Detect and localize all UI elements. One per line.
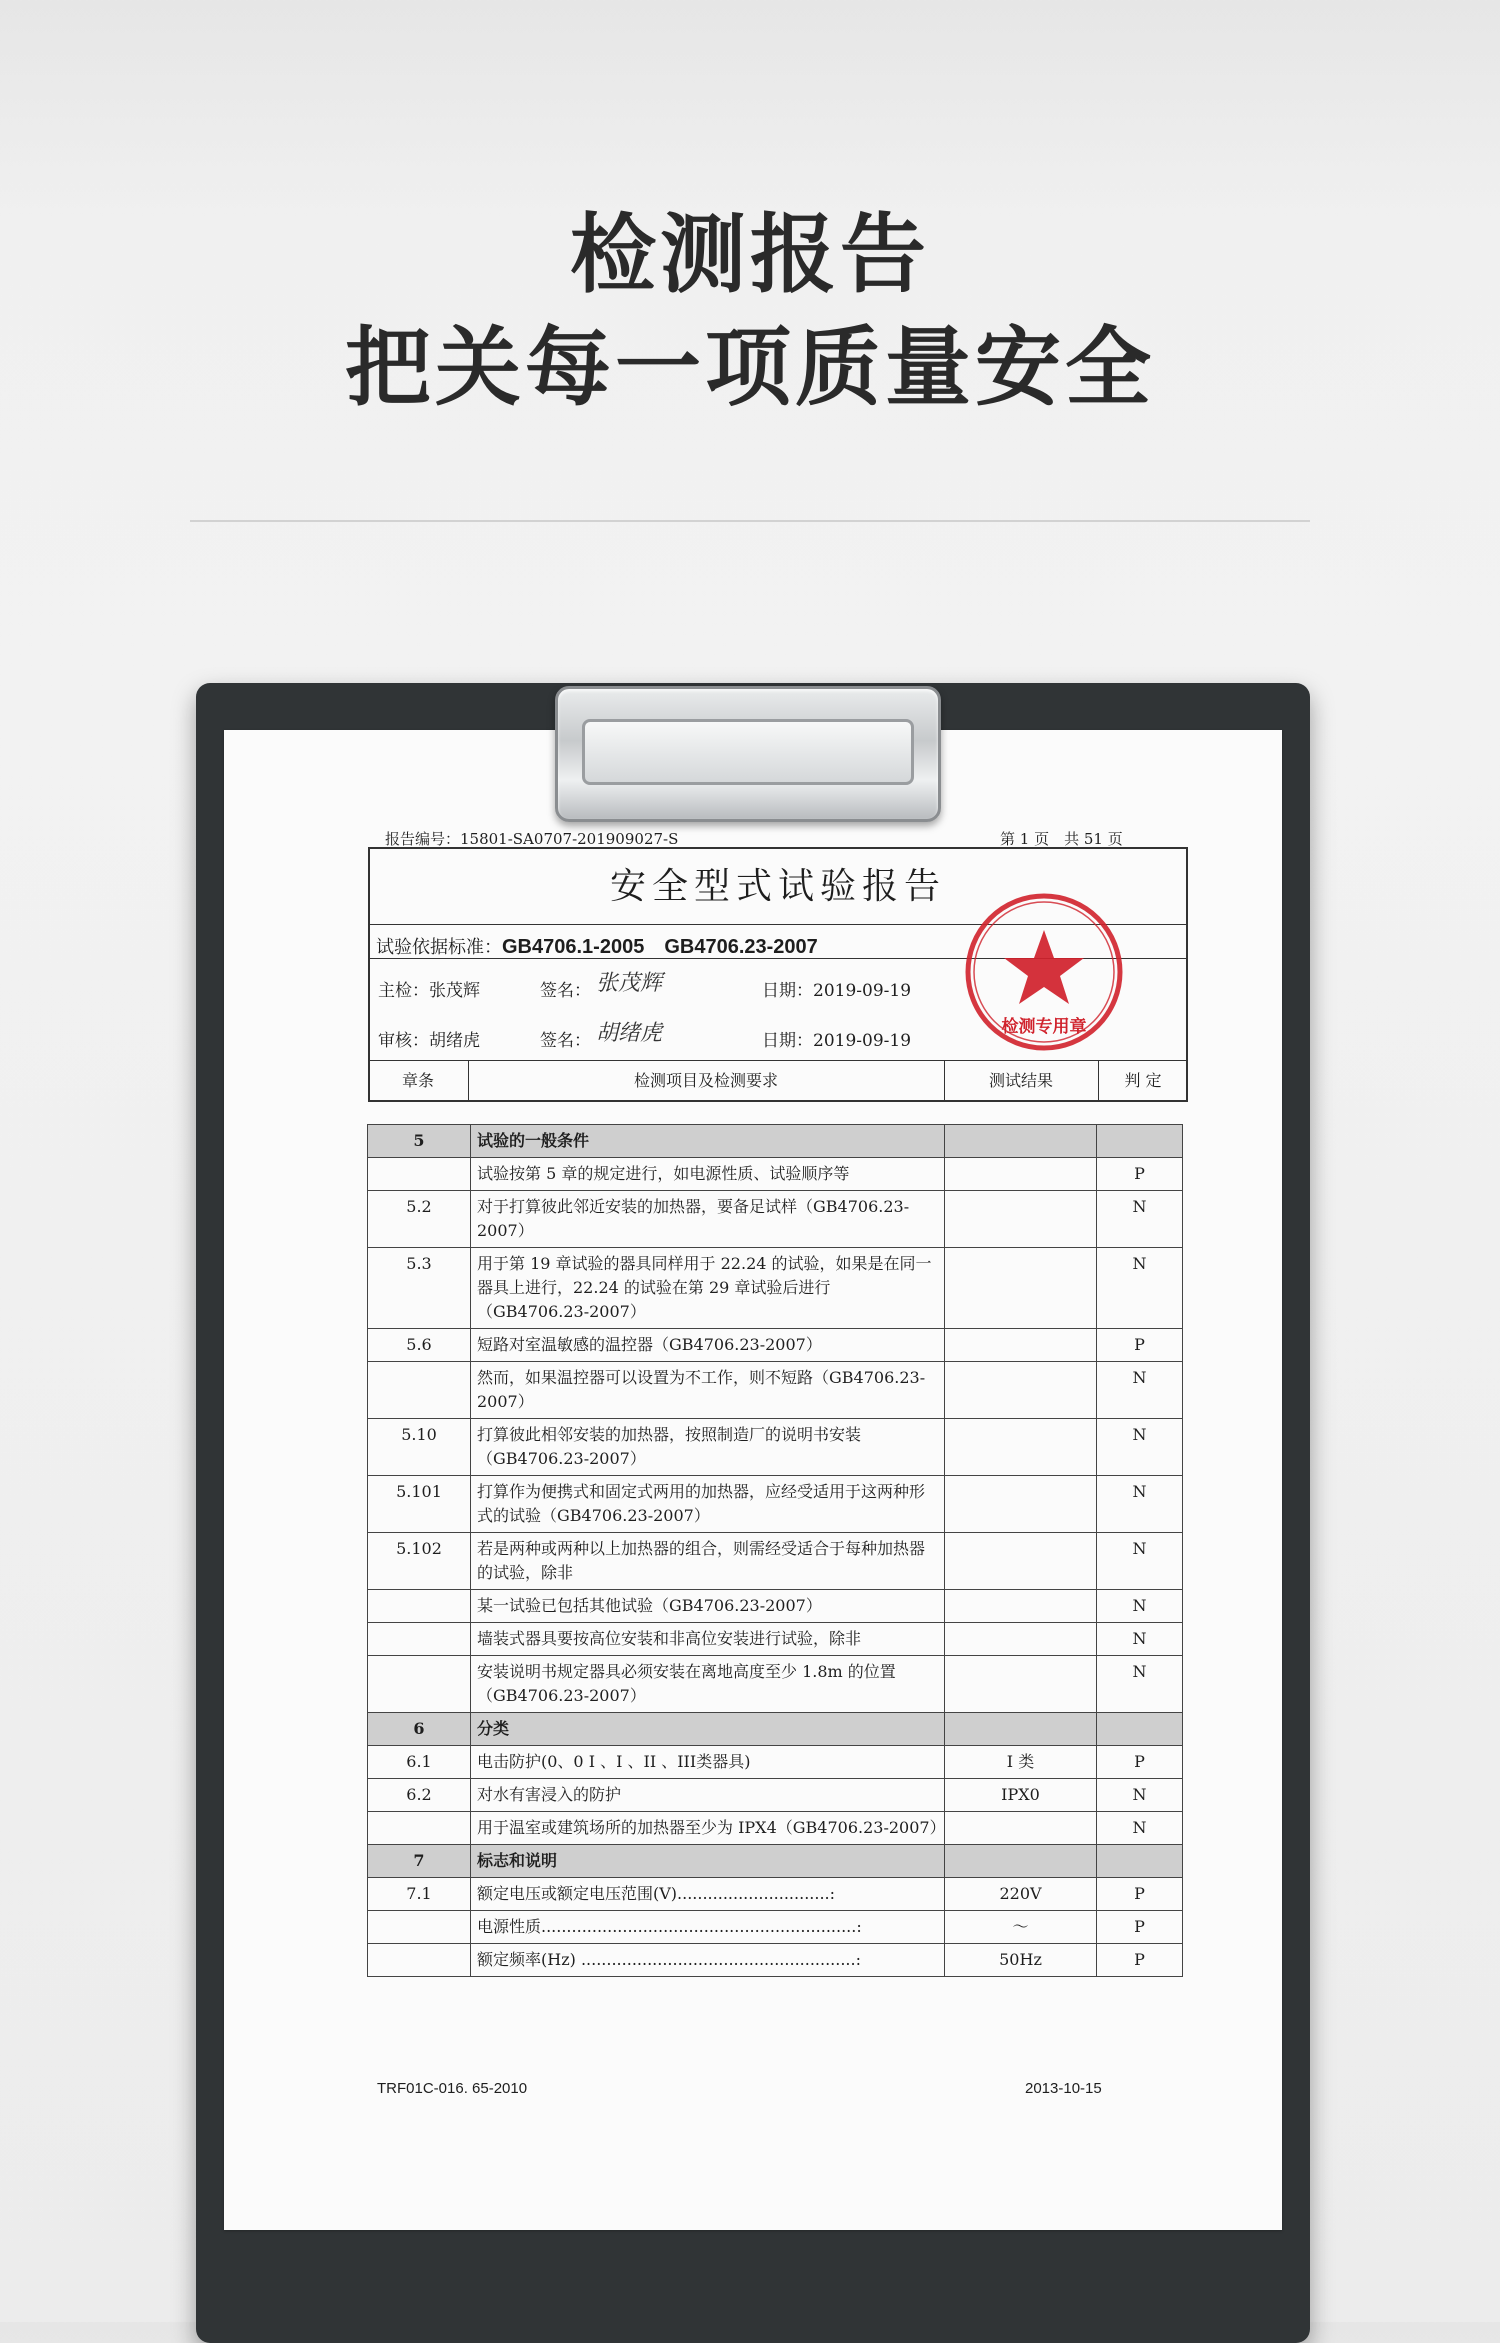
result-cell: 220V	[945, 1878, 1097, 1911]
item-cell: 打算彼此相邻安装的加热器，按照制造厂的说明书安装（GB4706.23-2007）	[471, 1419, 945, 1476]
verdict-cell: N	[1097, 1590, 1183, 1623]
table-row	[368, 1944, 1183, 1977]
verdict-cell: P	[1097, 1746, 1183, 1779]
basis-value: GB4706.1-2005 GB4706.23-2007	[502, 936, 818, 958]
clause-cell	[368, 1656, 471, 1713]
clause-cell: 6.1	[368, 1746, 471, 1779]
col-header-verdict: 判 定	[1124, 1071, 1162, 1090]
item-cell: 标志和说明	[471, 1845, 945, 1878]
item-cell: 用于温室或建筑场所的加热器至少为 IPX4（GB4706.23-2007）	[471, 1812, 945, 1845]
verdict-cell: N	[1097, 1779, 1183, 1812]
table-row	[368, 1476, 1183, 1533]
inspector-label: 主检：张茂辉	[378, 981, 480, 1001]
reviewer-label: 审核：胡绪虎	[378, 1031, 480, 1051]
inspector-sign-label: 签名：	[540, 981, 591, 1001]
item-cell: 试验按第 5 章的规定进行，如电源性质、试验顺序等	[471, 1158, 945, 1191]
table-row	[368, 1533, 1183, 1590]
item-cell: 对于打算彼此邻近安装的加热器，要备足试样（GB4706.23-2007）	[471, 1191, 945, 1248]
table-row	[368, 1623, 1183, 1656]
verdict-cell: N	[1097, 1656, 1183, 1713]
section-row	[368, 1125, 1183, 1158]
table-row	[368, 1248, 1183, 1329]
table-row	[368, 1911, 1183, 1944]
clause-cell: 7.1	[368, 1878, 471, 1911]
inspector-date: 日期：2019-09-19	[762, 981, 912, 1001]
result-cell	[945, 1812, 1097, 1845]
table-row	[368, 1329, 1183, 1362]
verdict-cell: P	[1097, 1329, 1183, 1362]
result-cell	[945, 1845, 1097, 1878]
reviewer-date: 日期：2019-09-19	[762, 1031, 912, 1051]
result-cell	[945, 1590, 1097, 1623]
clause-cell: 5.2	[368, 1191, 471, 1248]
col-header-item: 检测项目及检测要求	[633, 1071, 778, 1090]
clause-cell: 5.6	[368, 1329, 471, 1362]
verdict-cell: N	[1097, 1191, 1183, 1248]
clause-cell: 7	[368, 1845, 471, 1878]
header-line	[368, 1060, 1188, 1061]
item-cell: 对水有害浸入的防护	[471, 1779, 945, 1812]
page-info: 第 1 页 共 51 页	[1000, 830, 1123, 848]
item-cell: 电源性质..............................................................:	[471, 1911, 945, 1944]
result-cell	[945, 1191, 1097, 1248]
result-cell	[945, 1248, 1097, 1329]
table-row	[368, 1362, 1183, 1419]
clause-cell: 5.10	[368, 1419, 471, 1476]
item-cell: 打算作为便携式和固定式两用的加热器，应经受适用于这两种形式的试验（GB4706.23-2007）	[471, 1476, 945, 1533]
banner-title: 检测报告	[570, 205, 930, 305]
section-row	[368, 1713, 1183, 1746]
reviewer-sign-label: 签名：	[540, 1031, 591, 1051]
table-row	[368, 1419, 1183, 1476]
table-row	[368, 1158, 1183, 1191]
verdict-cell	[1097, 1713, 1183, 1746]
verdict-cell: N	[1097, 1419, 1183, 1476]
clause-cell: 6.2	[368, 1779, 471, 1812]
item-cell: 安装说明书规定器具必须安装在离地高度至少 1.8m 的位置（GB4706.23-2007）	[471, 1656, 945, 1713]
clause-cell	[368, 1623, 471, 1656]
verdict-cell: N	[1097, 1248, 1183, 1329]
clause-cell	[368, 1944, 471, 1977]
clause-cell	[368, 1812, 471, 1845]
official-seal	[962, 890, 1126, 1054]
table-row	[368, 1656, 1183, 1713]
result-cell: I 类	[945, 1746, 1097, 1779]
clause-cell: 5.3	[368, 1248, 471, 1329]
report-title: 安全型式试验报告	[609, 866, 946, 907]
section-row	[368, 1845, 1183, 1878]
item-cell: 电击防护(0、0 I 、I 、II 、III类器具)	[471, 1746, 945, 1779]
clause-cell: 5.102	[368, 1533, 471, 1590]
result-cell	[945, 1623, 1097, 1656]
result-cell	[945, 1158, 1097, 1191]
result-cell	[945, 1533, 1097, 1590]
verdict-cell	[1097, 1845, 1183, 1878]
item-cell: 然而，如果温控器可以设置为不工作，则不短路（GB4706.23-2007）	[471, 1362, 945, 1419]
col-header-result: 测试结果	[988, 1071, 1053, 1090]
clause-cell	[368, 1158, 471, 1191]
table-row	[368, 1746, 1183, 1779]
table-row	[368, 1590, 1183, 1623]
verdict-cell: N	[1097, 1362, 1183, 1419]
clause-cell: 5.101	[368, 1476, 471, 1533]
footer-date: 2013-10-15	[1025, 2080, 1102, 2097]
result-cell	[945, 1362, 1097, 1419]
seal-text: 检测专用章	[1001, 1017, 1087, 1037]
footer-form-code: TRF01C-016. 65-2010	[377, 2080, 528, 2097]
item-cell: 墙装式器具要按高位安装和非高位安装进行试验，除非	[471, 1623, 945, 1656]
verdict-cell: N	[1097, 1812, 1183, 1845]
report-number: 报告编号：15801-SA0707-201909027-S	[385, 830, 679, 848]
clause-cell	[368, 1362, 471, 1419]
col-header-clause: 章条	[401, 1071, 434, 1090]
divider	[190, 520, 1310, 522]
verdict-cell: P	[1097, 1878, 1183, 1911]
result-cell	[945, 1419, 1097, 1476]
clause-cell	[368, 1590, 471, 1623]
result-cell	[945, 1713, 1097, 1746]
verdict-cell	[1097, 1125, 1183, 1158]
test-basis	[376, 930, 818, 959]
result-cell	[945, 1125, 1097, 1158]
verdict-cell: N	[1097, 1476, 1183, 1533]
clipboard-clip	[555, 686, 941, 822]
table-row	[368, 1812, 1183, 1845]
result-cell	[945, 1329, 1097, 1362]
verdict-cell: P	[1097, 1911, 1183, 1944]
item-cell: 额定电压或额定电压范围(V)..............................:	[471, 1878, 945, 1911]
basis-label: 试验依据标准：	[376, 937, 502, 958]
verdict-cell: P	[1097, 1944, 1183, 1977]
item-cell: 若是两种或两种以上加热器的组合，则需经受适合于每种加热器的试验，除非	[471, 1533, 945, 1590]
item-cell: 短路对室温敏感的温控器（GB4706.23-2007）	[471, 1329, 945, 1362]
result-cell	[945, 1656, 1097, 1713]
result-cell: ～	[945, 1911, 1097, 1944]
clause-cell	[368, 1911, 471, 1944]
result-cell: IPX0	[945, 1779, 1097, 1812]
banner-subtitle: 把关每一项质量安全	[345, 318, 1155, 418]
item-cell: 用于第 19 章试验的器具同样用于 22.24 的试验，如果是在同一器具上进行，22.24 的试验在第 29 章试验后进行（GB4706.23-2007）	[471, 1248, 945, 1329]
item-cell: 额定频率(Hz) ......................................................:	[471, 1944, 945, 1977]
table-row	[368, 1878, 1183, 1911]
clause-cell: 5	[368, 1125, 471, 1158]
verdict-cell: N	[1097, 1623, 1183, 1656]
inspection-table	[367, 1124, 1183, 1977]
inspector-signature: 张茂辉	[596, 971, 663, 996]
reviewer-signature: 胡绪虎	[596, 1021, 663, 1046]
verdict-cell: P	[1097, 1158, 1183, 1191]
clip-handle	[582, 719, 914, 785]
item-cell: 试验的一般条件	[471, 1125, 945, 1158]
verdict-cell: N	[1097, 1533, 1183, 1590]
table-row	[368, 1779, 1183, 1812]
item-cell: 分类	[471, 1713, 945, 1746]
result-cell	[945, 1476, 1097, 1533]
result-cell: 50Hz	[945, 1944, 1097, 1977]
item-cell: 某一试验已包括其他试验（GB4706.23-2007）	[471, 1590, 945, 1623]
table-row	[368, 1191, 1183, 1248]
clause-cell: 6	[368, 1713, 471, 1746]
